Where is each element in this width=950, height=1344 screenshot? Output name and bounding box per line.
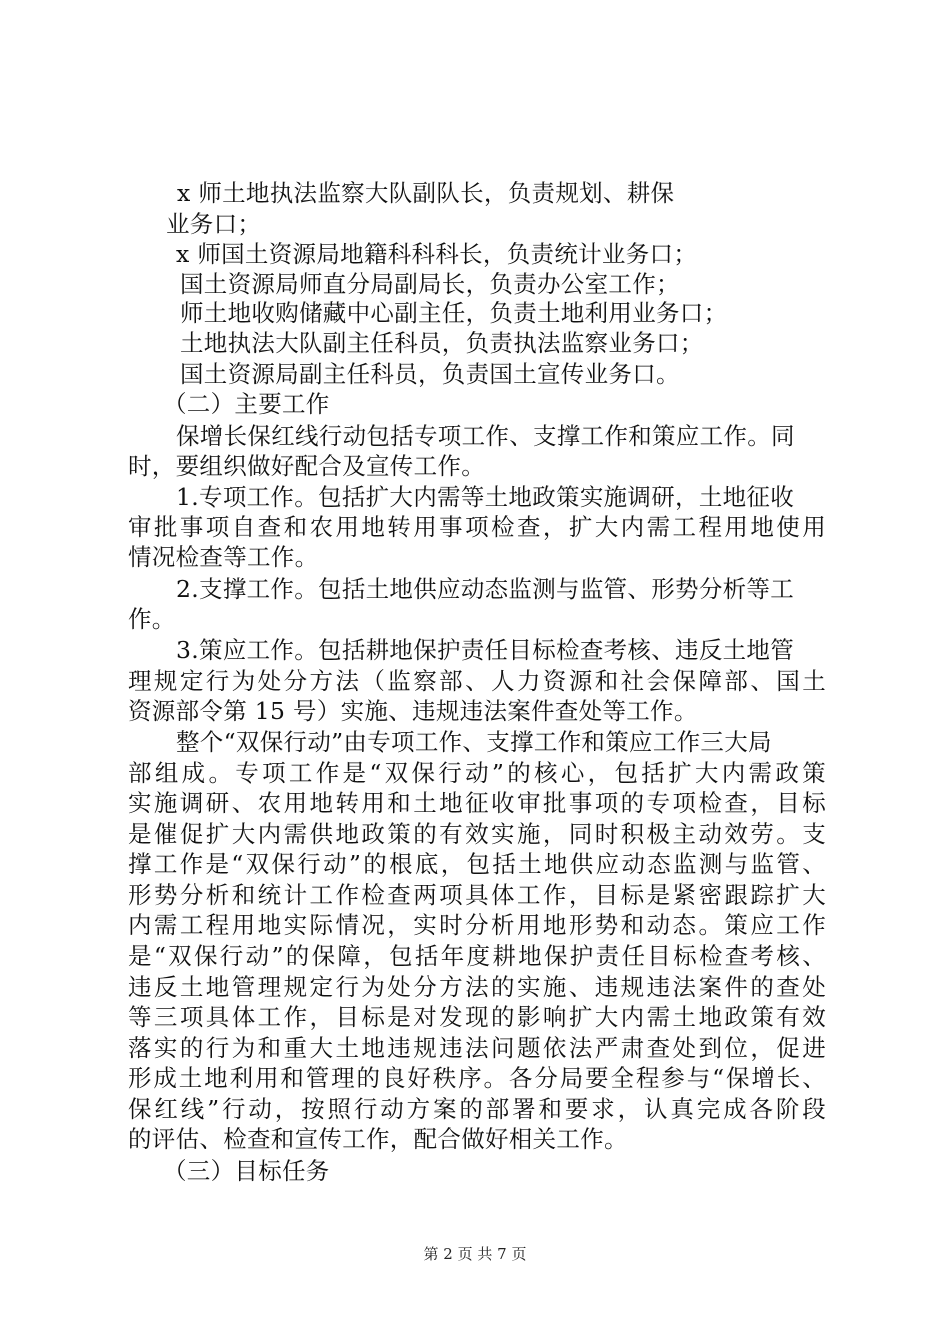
text-line: 形成土地利用和管理的良好秩序。各分局要全程参与“保增长、 xyxy=(128,1064,826,1092)
text-line: 资源部令第 15 号）实施、违规违法案件查处等工作。 xyxy=(128,697,698,725)
section-heading: （三）目标任务 xyxy=(163,1157,330,1185)
text-line: 师土地收购储藏中心副主任，负责土地利用业务口； xyxy=(180,299,728,327)
text-line: 时，要组织做好配合及宣传工作。 xyxy=(128,452,485,480)
text-line: 落实的行为和重大土地违规违法问题依法严肃查处到位，促进 xyxy=(128,1034,826,1062)
text-line: 业务口； xyxy=(166,210,262,238)
text-line: 整个“双保行动”由专项工作、支撑工作和策应工作三大局 xyxy=(176,728,772,756)
text-line: 等三项具体工作，目标是对发现的影响扩大内需土地政策有效 xyxy=(128,1003,826,1031)
text-line: 实施调研、农用地转用和土地征收审批事项的专项检查，目标 xyxy=(128,789,826,817)
text-line: 形势分析和统计工作检查两项具体工作，目标是紧密跟踪扩大 xyxy=(128,881,826,909)
page-number-footer: 第 2 页 共 7 页 xyxy=(423,1245,527,1263)
text-line: 土地执法大队副主任科员，负责执法监察业务口； xyxy=(180,329,704,357)
text-line: 是“双保行动”的保障，包括年度耕地保护责任目标检查考核、 xyxy=(128,942,826,970)
text-line: 保红线”行动，按照行动方案的部署和要求，认真完成各阶段 xyxy=(128,1095,826,1123)
text-line: 内需工程用地实际情况，实时分析用地形势和动态。策应工作 xyxy=(128,911,826,939)
text-line: x 师国土资源局地籍科科科长，负责统计业务口； xyxy=(176,240,698,268)
text-line: 部组成。专项工作是“双保行动”的核心，包括扩大内需政策 xyxy=(128,759,826,787)
text-line: 的评估、检查和宣传工作，配合做好相关工作。 xyxy=(128,1125,628,1153)
text-line: x 师土地执法监察大队副队长，负责规划、耕保 xyxy=(177,179,675,207)
text-line: 违反土地管理规定行为处分方法的实施、违规违法案件的查处 xyxy=(128,973,826,1001)
text-line: 保增长保红线行动包括专项工作、支撑工作和策应工作。同 xyxy=(176,422,795,450)
text-line: 作。 xyxy=(128,605,176,633)
text-line: 审批事项自查和农用地转用事项检查，扩大内需工程用地使用 xyxy=(128,513,826,541)
text-line: 撑工作是“双保行动”的根底，包括土地供应动态监测与监管、 xyxy=(128,850,826,878)
text-line: 是催促扩大内需供地政策的有效实施，同时积极主动效劳。支 xyxy=(128,820,826,848)
text-line: 国土资源局副主任科员，负责国土宣传业务口。 xyxy=(180,360,680,388)
text-line: 3.策应工作。包括耕地保护责任目标检查考核、违反土地管 xyxy=(176,636,795,664)
text-line: 国土资源局师直分局副局长，负责办公室工作； xyxy=(180,270,680,298)
text-line: 理规定行为处分方法（监察部、人力资源和社会保障部、国土 xyxy=(128,667,826,695)
text-line: 情况检查等工作。 xyxy=(128,543,319,571)
text-line: 1.专项工作。包括扩大内需等土地政策实施调研，土地征收 xyxy=(176,483,795,511)
text-line: 2.支撑工作。包括土地供应动态监测与监管、形势分析等工 xyxy=(176,575,795,603)
section-heading: （二）主要工作 xyxy=(163,390,330,418)
